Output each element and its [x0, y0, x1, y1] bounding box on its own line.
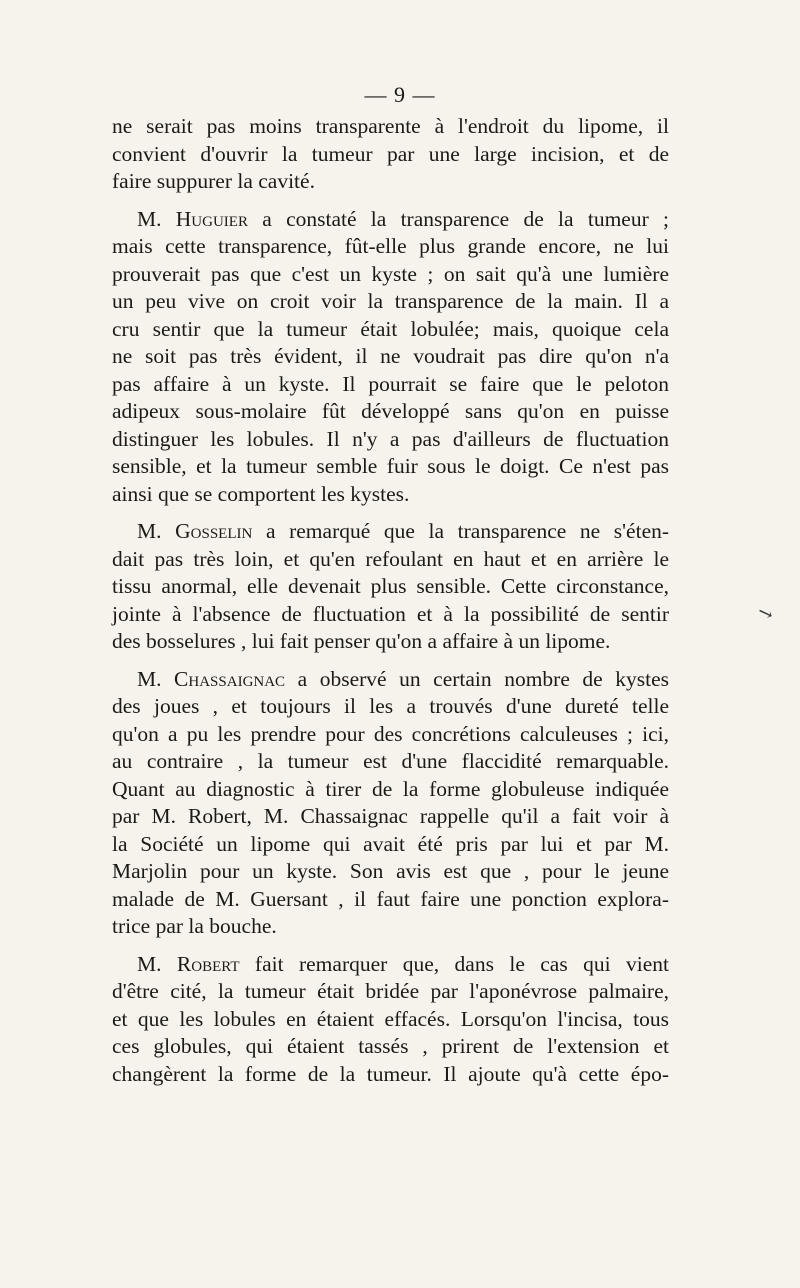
- text-line: sensible, et la tumeur semble fuir sous le doigt. Ce n'est pas: [112, 454, 669, 478]
- text-line: la Société un lipome qui avait été pris par lui et par M.: [112, 831, 669, 856]
- paragraph-first-line: [112, 206, 669, 234]
- text-line: mais cette transparence, fût-elle plus grande encore, ne lui: [112, 234, 669, 258]
- text-line: convient d'ouvrir la tumeur par une large incision, et de: [112, 141, 669, 166]
- text-line: un peu vive on croit voir la transparence de la main. Il a: [112, 289, 669, 313]
- text-line: qu'on a pu les prendre pour des concrétions calculeuses ; ici,: [112, 721, 669, 746]
- speaker-name: Gosselin: [175, 519, 253, 543]
- text-line: malade de M. Guersant , il faut faire une ponction explora-: [112, 886, 669, 911]
- paragraph: [112, 518, 669, 656]
- first-line-text: a remarqué que la transparence ne s'éten-: [265, 519, 670, 543]
- text-line: ne soit pas très évident, il ne voudrait pas dire qu'on n'a: [112, 344, 669, 368]
- text-line: Marjolin pour un kyste. Son avis est que , pour le jeune: [112, 859, 669, 883]
- text-line: pas affaire à un kyste. Il pourrait se faire que le peloton: [112, 371, 669, 396]
- speaker-name: Chassaignac: [174, 666, 286, 691]
- speaker-name: Huguier: [175, 206, 248, 231]
- speaker-prefix: M.: [137, 951, 162, 976]
- text-line: dait pas très loin, et qu'en refoulant en haut et en arrière le: [112, 546, 669, 571]
- speaker-prefix: M.: [137, 206, 162, 231]
- text-line: cru sentir que la tumeur était lobulée; mais, quoique cela: [112, 316, 669, 341]
- first-line-text: a constaté la transparence de la tumeur ;: [262, 206, 669, 231]
- text-line: faire suppurer la cavité.: [112, 169, 315, 193]
- paragraph: [112, 113, 669, 196]
- speaker-prefix: M.: [137, 519, 162, 543]
- text-line: ainsi que se comportent les kystes.: [112, 481, 410, 506]
- first-line-text: a observé un certain nombre de kystes: [297, 666, 670, 691]
- text-line: jointe à l'absence de fluctuation et à la possibilité de sentir: [112, 601, 669, 626]
- paragraph-first-line: [112, 666, 669, 694]
- first-line-text: fait remarquer que, dans le cas qui vient: [254, 951, 669, 976]
- text-line: ces globules, qui étaient tassés , prirent de l'extension et: [112, 1034, 669, 1058]
- text-line: et que les lobules en étaient effacés. Lorsqu'on l'incisa, tous: [112, 1006, 669, 1031]
- text-line: prouverait pas que c'est un kyste ; on sait qu'à une lumière: [112, 261, 669, 286]
- page-number: — 9 —: [364, 82, 436, 107]
- speaker-prefix: M.: [137, 666, 162, 691]
- speaker-name: Robert: [176, 951, 240, 976]
- text-line: tissu anormal, elle devenait plus sensible. Cette circonstance,: [112, 574, 669, 598]
- text-line: des joues , et toujours il les a trouvés d'une dureté telle: [112, 694, 669, 718]
- paragraph: [112, 951, 669, 1089]
- margin-mark: ↘: [754, 601, 776, 626]
- paragraph: [112, 206, 669, 509]
- text-line: au contraire , la tumeur est d'une flaccidité remarquable.: [112, 749, 669, 773]
- paragraph: [112, 666, 669, 941]
- text-line: Quant au diagnostic à tirer de la forme globuleuse indiquée: [112, 776, 669, 801]
- text-line: ne serait pas moins transparente à l'endroit du lipome, il: [112, 114, 669, 138]
- text-line: changèrent la forme de la tumeur. Il ajoute qu'à cette épo-: [112, 1061, 669, 1086]
- body-text: [112, 113, 669, 1088]
- text-line: par M. Robert, M. Chassaignac rappelle qu'il a fait voir à: [112, 804, 669, 828]
- paragraph-first-line: [112, 518, 669, 546]
- text-line: des bosselures , lui fait penser qu'on a affaire à un lipome.: [112, 629, 611, 653]
- text-line: d'être cité, la tumeur était bridée par l'aponévrose palmaire,: [112, 979, 669, 1003]
- text-line: adipeux sous-molaire fût développé sans qu'on en puisse: [112, 399, 669, 423]
- paragraph-first-line: [112, 951, 669, 979]
- text-line: distinguer les lobules. Il n'y a pas d'ailleurs de fluctuation: [112, 426, 669, 451]
- text-line: trice par la bouche.: [112, 914, 277, 938]
